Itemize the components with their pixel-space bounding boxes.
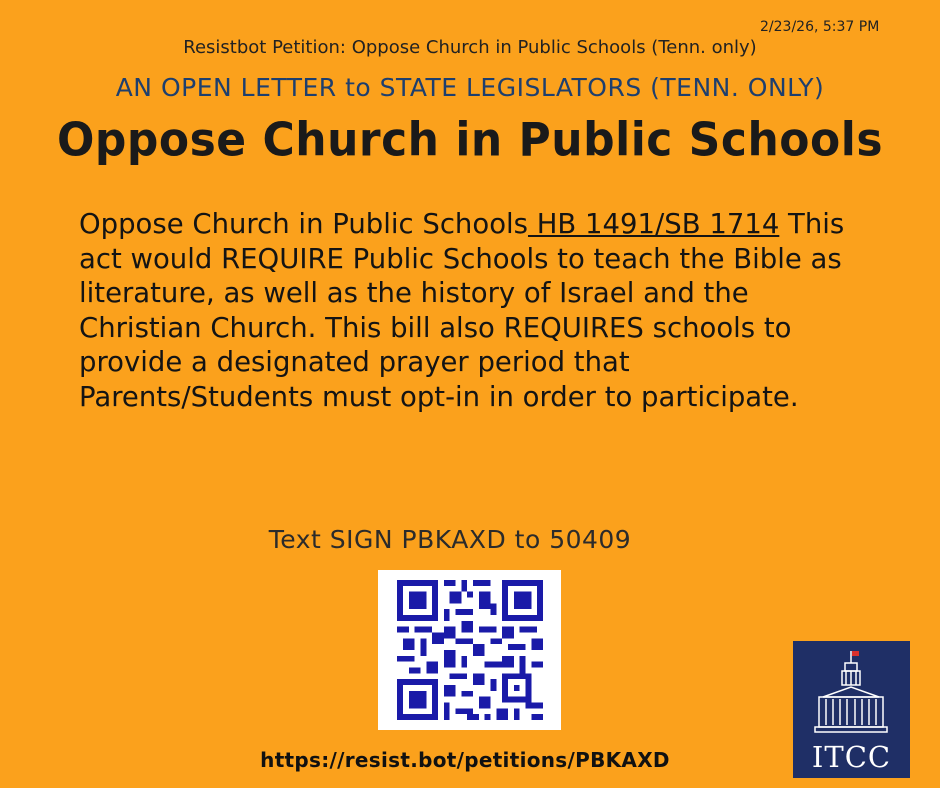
qr-code-icon (396, 580, 544, 720)
qr-code[interactable] (378, 570, 561, 730)
open-letter-heading: AN OPEN LETTER to STATE LEGISLATORS (TENN. ONLY) (115, 73, 825, 102)
petition-title: Resistbot Petition: Oppose Church in Public Schools (Tenn. only) (183, 37, 757, 58)
petition-url[interactable]: https://resist.bot/petitions/PBKAXD (260, 748, 670, 772)
body-description: This act would REQUIRE Public Schools to teach the Bible as literature, as well as the history of Israel and the Christian Church. This bill also REQUIRES schools to provide a designated prayer period that Parents/Students must opt-in in order to participate. (79, 208, 845, 413)
body-intro: Oppose Church in Public Schools (79, 208, 528, 240)
timestamp: 2/23/26, 5:37 PM (760, 19, 880, 35)
sms-instruction: Text SIGN PBKAXD to 50409 (268, 525, 632, 554)
capitol-building-icon (793, 641, 910, 741)
page-title: Oppose Church in Public Schools (56, 113, 884, 168)
itcc-logo (793, 641, 910, 778)
petition-body (79, 207, 869, 414)
bill-link[interactable]: HB 1491/SB 1714 (527, 208, 780, 240)
logo-text: ITCC (811, 740, 892, 774)
